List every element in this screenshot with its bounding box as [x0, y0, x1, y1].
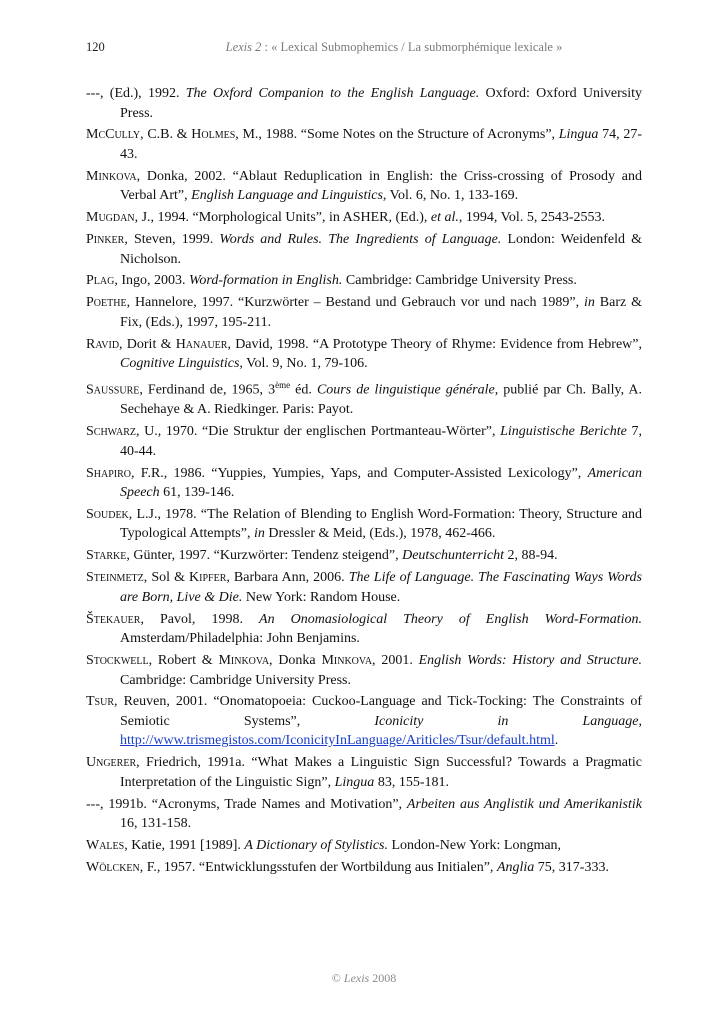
reference-entry: [86, 271, 642, 291]
reference-text: , Sol &: [143, 570, 190, 586]
reference-text: London: Weidenfeld & Nicholson.: [120, 232, 642, 267]
reference-text: , Reuven, 2001. “Onomatopoeia: Cuckoo-Language and Tick-Tocking: The Constraints of Semiotic Systems”,: [114, 694, 642, 729]
author-name: Poethe: [86, 295, 127, 311]
reference-entry: [86, 167, 642, 206]
reference-entry: [86, 293, 642, 332]
reference-entry: [86, 692, 642, 751]
reference-text: , J., 1994. “Morphological Units”, in ASHER, (Ed.),: [134, 210, 431, 226]
reference-text: London-New York: Longman,: [388, 838, 562, 854]
work-title: et al.: [430, 210, 459, 226]
author-name: Ravid: [86, 336, 120, 352]
work-title: Linguistische Berichte: [500, 424, 627, 440]
work-title: Words and Rules. The Ingredients of Language.: [219, 232, 502, 248]
reference-text: , Robert &: [148, 653, 219, 669]
reference-entry: [86, 568, 642, 607]
author-name: Tsur: [86, 694, 115, 710]
author-name: Stockwell: [86, 653, 149, 669]
work-title: Arbeiten aus Anglistik und Amerikanistik: [406, 796, 642, 812]
running-head-title: : « Lexical Submophemics / La submorphémique lexicale »: [261, 40, 563, 54]
author-name: Minkova: [218, 653, 270, 669]
reference-text: New York: Random House.: [242, 589, 401, 605]
author-name: Soudek: [86, 506, 129, 522]
reference-text: Amsterdam/Philadelphia: John Benjamins.: [120, 631, 360, 647]
page-footer: [0, 971, 728, 986]
work-title: Word-formation in English.: [189, 273, 343, 289]
reference-text: éd.: [290, 382, 317, 398]
author-name: McCully: [86, 127, 141, 143]
reference-text: Cambridge: Cambridge University Press.: [120, 672, 351, 688]
reference-text: , Hannelore, 1997. “Kurzwörter – Bestand und Gebrauch vor und nach 1989”,: [126, 295, 585, 311]
reference-text: , F., 1957. “Entwicklungsstufen der Wortbildung aus Initialen”,: [139, 859, 497, 875]
author-name: Pinker: [86, 232, 125, 248]
footer-journal: Lexis: [343, 971, 370, 985]
reference-text: , L.J., 1978. “The Relation of Blending to English Word-Formation: Theory, Structure and Typological Attempts”,: [120, 506, 642, 542]
reference-text: , Friedrich, 1991a. “What Makes a Linguistic Sign Successful? Towards a Pragmatic Interpretation of the Linguistic Sign”,: [120, 755, 642, 790]
url-link[interactable]: http://www.trismegistos.com/IconicityInLanguage/Ariticles/Tsur/default.html: [120, 733, 555, 749]
reference-entry: [86, 546, 642, 566]
footer-year: 2008: [369, 971, 397, 985]
reference-text: , C.B. &: [140, 127, 192, 143]
reference-entry: [86, 376, 642, 420]
reference-text: 61, 139-146.: [159, 485, 235, 501]
author-name: Schwarz: [86, 424, 137, 440]
author-name: Shapiro: [86, 465, 132, 481]
author-name: Steinmetz: [86, 570, 144, 586]
reference-text: Vol. 6, No. 1, 133-169.: [386, 188, 519, 204]
reference-entry: [86, 610, 642, 649]
reference-text: 83, 155-181.: [374, 774, 449, 790]
reference-entry: [86, 651, 642, 690]
work-title: English Words: History and Structure.: [418, 653, 643, 669]
work-title: Lingua: [334, 774, 375, 790]
reference-text: 16, 131-158.: [120, 816, 192, 832]
work-title: in: [253, 526, 265, 542]
reference-text: , Donka, 2002. “Ablaut Reduplication in English: the Criss-crossing of Prosody and Verbal Art”,: [120, 168, 642, 204]
reference-entry: [86, 753, 642, 792]
work-title: Lingua: [558, 127, 599, 143]
reference-entry: [86, 422, 642, 461]
work-title: Anglia: [496, 859, 535, 875]
reference-text: ---, 1991b. “Acronyms, Trade Names and Motivation”,: [86, 796, 407, 812]
footer-copyright: ©: [331, 971, 344, 985]
reference-text: , Ingo, 2003.: [114, 273, 190, 289]
reference-text: Vol. 9, No. 1, 79-106.: [242, 356, 368, 372]
reference-entry: [86, 836, 642, 856]
reference-text: 74, 27-43.: [120, 127, 642, 162]
reference-entry: [86, 125, 642, 164]
reference-entry: [86, 795, 642, 834]
reference-text: .: [554, 733, 559, 749]
author-name: Minkova: [321, 653, 373, 669]
author-name: Holmes: [191, 127, 236, 143]
work-title: English Language and Linguistics,: [191, 188, 387, 204]
running-head-journal: Lexis 2: [225, 40, 262, 54]
running-head: [86, 40, 642, 55]
author-name: Ungerer: [86, 755, 137, 771]
reference-text: , Ferdinand de, 1965, 3: [139, 382, 276, 398]
work-title: Iconicity in Language: [374, 713, 639, 729]
work-title: in: [584, 295, 595, 311]
work-title: The Oxford Companion to the English Language.: [185, 86, 480, 101]
author-name: Wölcken: [86, 859, 140, 875]
reference-text: , Pavol, 1998.: [140, 611, 260, 627]
reference-text: , Dorit &: [119, 336, 176, 352]
reference-text: , Günter, 1997. “Kurzwörter: Tendenz steigend”,: [126, 548, 403, 564]
reference-list: [86, 84, 642, 880]
reference-text: , Barbara Ann, 2006.: [226, 570, 349, 586]
reference-text: Cambridge: Cambridge University Press.: [342, 273, 577, 289]
work-title: A Dictionary of Stylistics.: [244, 838, 388, 854]
author-name: Mugdan: [86, 210, 135, 226]
reference-text: , Katie, 1991 [1989].: [124, 838, 245, 854]
reference-text: , David, 1998. “A Prototype Theory of Rhyme: Evidence from Hebrew”,: [227, 336, 642, 352]
author-name: Saussure: [86, 382, 140, 398]
work-title: Deutschunterricht: [402, 548, 504, 564]
page-number: 120: [86, 40, 105, 54]
work-title: American Speech: [120, 465, 642, 501]
reference-entry: [86, 464, 642, 503]
reference-text: 7, 40-44.: [120, 424, 643, 459]
reference-entry: [86, 858, 642, 878]
reference-text: , F.R., 1986. “Yuppies, Yumpies, Yaps, and Computer-Assisted Lexicology”,: [131, 465, 588, 481]
author-name: Kipfer: [189, 570, 227, 586]
superscript: ème: [275, 380, 291, 391]
reference-text: , Donka: [269, 653, 322, 669]
reference-entry: [86, 84, 642, 123]
author-name: Štekauer: [86, 611, 141, 627]
author-name: Minkova: [86, 168, 137, 184]
reference-text: 2, 88-94.: [503, 548, 558, 564]
author-name: Hanauer: [175, 336, 228, 352]
reference-text: , Steven, 1999.: [124, 232, 220, 248]
reference-text: Oxford: Oxford University Press.: [120, 86, 642, 121]
reference-text: 75, 317-333.: [534, 859, 609, 875]
author-name: Starke: [86, 548, 127, 564]
author-name: Wales: [86, 838, 125, 854]
work-title: Cours de linguistique générale: [316, 382, 495, 398]
author-name: Plag: [86, 273, 115, 289]
reference-entry: [86, 208, 642, 228]
work-title: An Onomasiological Theory of English Word-Formation.: [259, 611, 643, 627]
reference-text: , 1994, Vol. 5, 2543-2553.: [458, 210, 605, 226]
reference-text: Barz & Fix, (Eds.), 1997, 195-211.: [120, 295, 642, 330]
reference-text: , publié par Ch. Bally, A. Sechehaye & A. Riedkinger. Paris: Payot.: [120, 382, 643, 418]
reference-entry: [86, 505, 642, 544]
work-title: The Life of Language. The Fascinating Ways Words are Born, Live & Die.: [120, 570, 642, 605]
reference-text: , 2001.: [372, 653, 419, 669]
reference-text: ,: [638, 713, 642, 729]
reference-text: Dressler & Meid, (Eds.), 1978, 462-466.: [264, 526, 496, 542]
work-title: Cognitive Linguistics,: [120, 356, 243, 372]
reference-text: , U., 1970. “Die Struktur der englischen Portmanteau-Wörter”,: [136, 424, 501, 440]
reference-text: ---, (Ed.), 1992.: [86, 86, 186, 101]
reference-entry: [86, 335, 642, 374]
reference-entry: [86, 230, 642, 269]
reference-text: , M., 1988. “Some Notes on the Structure of Acronyms”,: [235, 127, 559, 143]
page-header: [86, 40, 642, 60]
